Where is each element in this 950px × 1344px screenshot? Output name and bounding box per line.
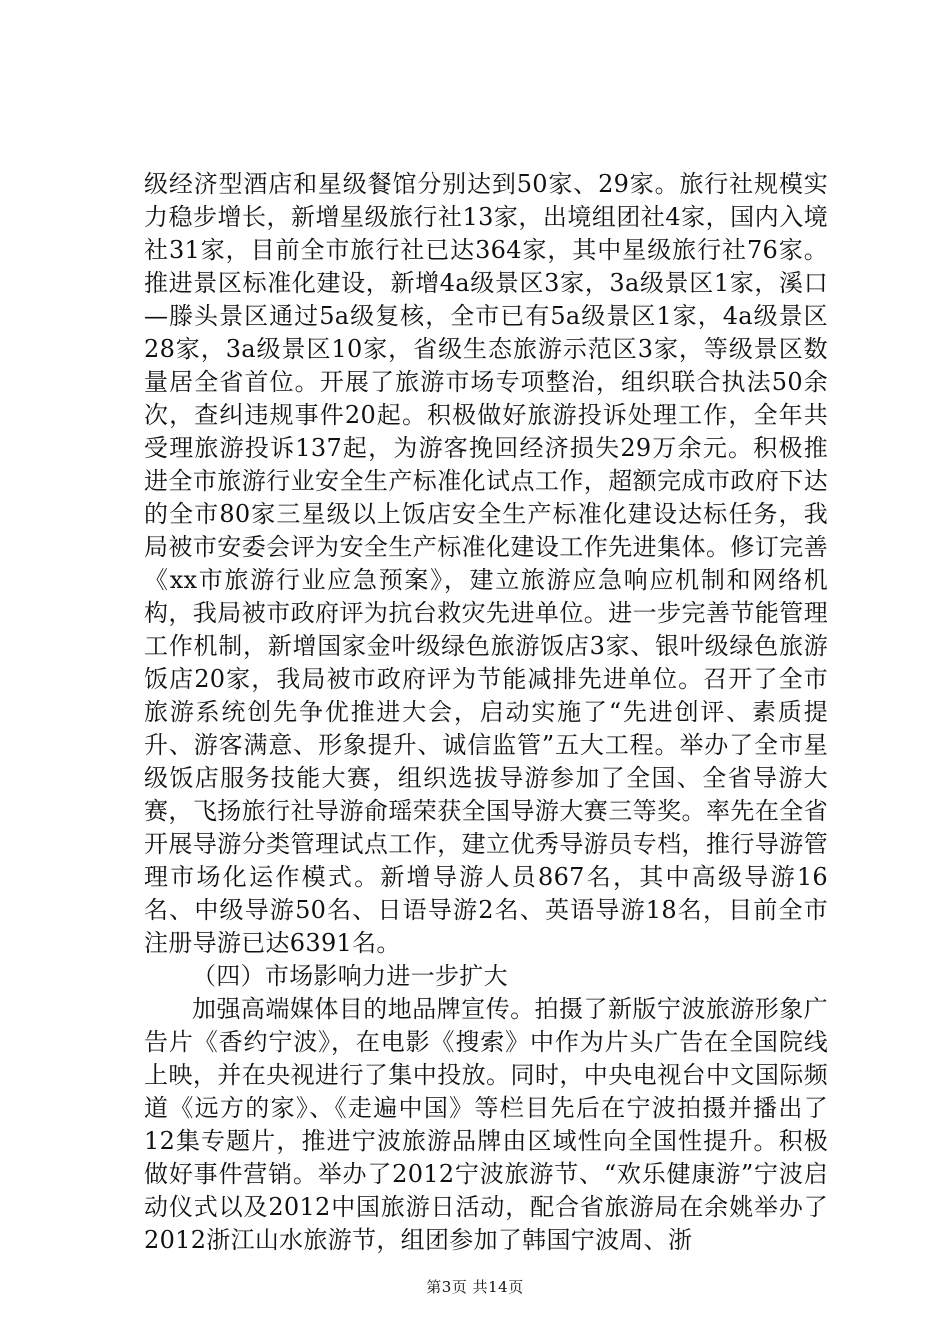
section-heading: （四）市场影响力进一步扩大 bbox=[192, 962, 508, 990]
body-paragraph: 加强高端媒体目的地品牌宣传。拍摄了新版宁波旅游形象广告片《香约宁波》，在电影《搜索》中作为片头广告在全国院线上映，并在央视进行了集中投放。同时，中央电视台中文国际频道《远方的家》、《走遍中国》等栏目先后在宁波拍摄并播出了12集专题片，推进宁波旅游品牌由区域性向全国性提升。积极做好事件营销。举办了2012宁波旅游节、“欢乐健康游”宁波启动仪式以及2012中国旅游日活动，配合省旅游局在余姚举办了2012浙江山水旅游节，组团参加了韩国宁波周、浙 bbox=[144, 995, 828, 1254]
page-footer: 第3页 共14页 bbox=[426, 1278, 524, 1296]
body-paragraph: 级经济型酒店和星级餐馆分别达到50家、29家。旅行社规模实力稳步增长，新增星级旅行社13家，出境组团社4家，国内入境社31家，目前全市旅行社已达364家，其中星级旅行社76家。推进景区标准化建设，新增4a级景区3家，3a级景区1家，溪口—滕头景区通过5a级复核，全市已有5a级景区1家，4a级景区28家，3a级景区10家，省级生态旅游示范区3家，等级景区数量居全省首位。开展了旅游市场专项整治，组织联合执法50余次，查纠违规事件20起。积极做好旅游投诉处理工作，全年共受理旅游投诉137起，为游客挽回经济损失29万余元。积极推进全市旅游行业安全生产标准化试点工作，超额完成市政府下达的全市80家三星级以上饭店安全生产标准化建设达标任务，我局被市安委会评为安全生产标准化建设工作先进集体。修订完善《xx市旅游行业应急预案》，建立旅游应急响应机制和网络机构，我局被市政府评为抗台救灾先进单位。进一步完善节能管理工作机制，新增国家金叶级绿色旅游饭店3家、银叶级绿色旅游饭店20家，我局被市政府评为节能减排先进单位。召开了全市旅游系统创先争优推进大会，启动实施了“先进创评、素质提升、游客满意、形象提升、诚信监管”五大工程。举办了全市星级饭店服务技能大赛，组织选拔导游参加了全国、全省导游大赛，飞扬旅行社导游俞瑶荣获全国导游大赛三等奖。率先在全省开展导游分类管理试点工作，建立优秀导游员专档，推行导游管理市场化运作模式。新增导游人员867名，其中高级导游16名、中级导游50名、日语导游2名、英语导游18名，目前全市注册导游已达6391名。 bbox=[144, 170, 828, 957]
document-body bbox=[144, 168, 828, 1257]
